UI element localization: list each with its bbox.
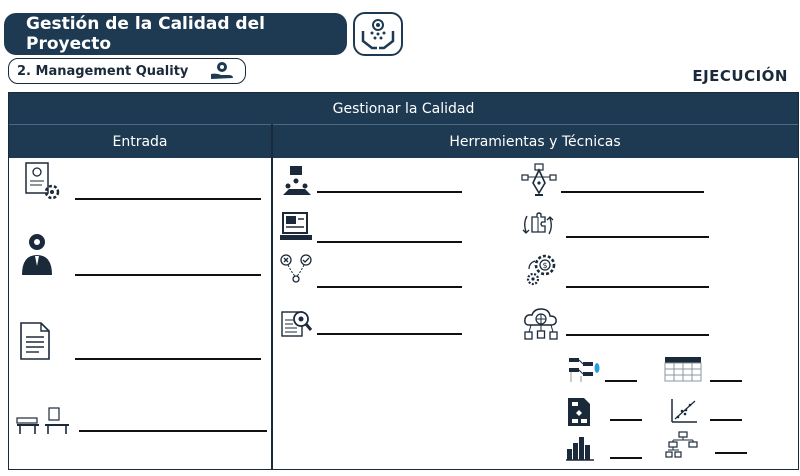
histogram-icon <box>565 435 595 465</box>
column-divider <box>271 124 273 469</box>
page-title-text: Gestión de la Calidad del Proyecto <box>26 14 265 54</box>
tool-sub-line-6 <box>715 452 747 454</box>
subtitle-text: 2. Management Quality <box>17 63 189 79</box>
improvement-gears-icon <box>525 253 559 291</box>
tool-line-6 <box>566 236 709 238</box>
tool-sub-line-3 <box>610 419 642 421</box>
tool-sub-line-2 <box>710 380 742 382</box>
tool-line-4 <box>317 333 462 335</box>
input-column-header: Entrada <box>9 124 271 158</box>
tools-column-header: Herramientas y Técnicas <box>272 124 798 158</box>
tool-line-7 <box>566 286 709 288</box>
page-title <box>4 13 347 55</box>
audit-magnifier-icon <box>279 308 313 346</box>
tool-line-3 <box>317 286 462 288</box>
laptop-analysis-icon <box>279 211 313 247</box>
process-table <box>8 92 799 470</box>
process-header: Gestionar la Calidad <box>9 93 798 124</box>
document-icon <box>19 321 51 365</box>
phase-label: EJECUCIÓN <box>692 67 788 85</box>
quality-hand-gear-icon <box>209 61 235 85</box>
desk-computer-icon <box>15 406 71 440</box>
problem-solving-puzzle-icon <box>521 208 555 246</box>
tool-line-5 <box>561 191 704 193</box>
hierarchy-chart-icon <box>665 431 701 463</box>
matrix-table-icon <box>664 356 702 386</box>
tool-line-2 <box>317 241 462 243</box>
input-line-2 <box>75 274 261 276</box>
tool-sub-line-1 <box>605 380 637 382</box>
input-line-4 <box>79 430 267 432</box>
tool-sub-line-5 <box>610 457 642 459</box>
scatter-diagram-icon <box>669 397 699 429</box>
design-pen-icon <box>521 163 557 201</box>
tool-line-1 <box>317 191 462 193</box>
decision-making-icon <box>279 253 313 289</box>
input-line-1 <box>75 198 261 200</box>
tool-line-8 <box>566 334 709 336</box>
tool-sub-line-4 <box>710 419 742 421</box>
quality-hands-icon <box>353 12 403 56</box>
cloud-network-icon <box>523 307 559 345</box>
document-lightbulb-gear-icon <box>24 161 62 205</box>
flowchart-icon <box>567 397 591 431</box>
subtitle-badge <box>8 58 246 84</box>
svg-text:$: $ <box>542 261 548 270</box>
affinity-diagram-icon <box>567 356 601 388</box>
input-line-3 <box>75 358 261 360</box>
person-gear-icon <box>20 233 56 281</box>
data-gathering-icon <box>281 165 313 201</box>
